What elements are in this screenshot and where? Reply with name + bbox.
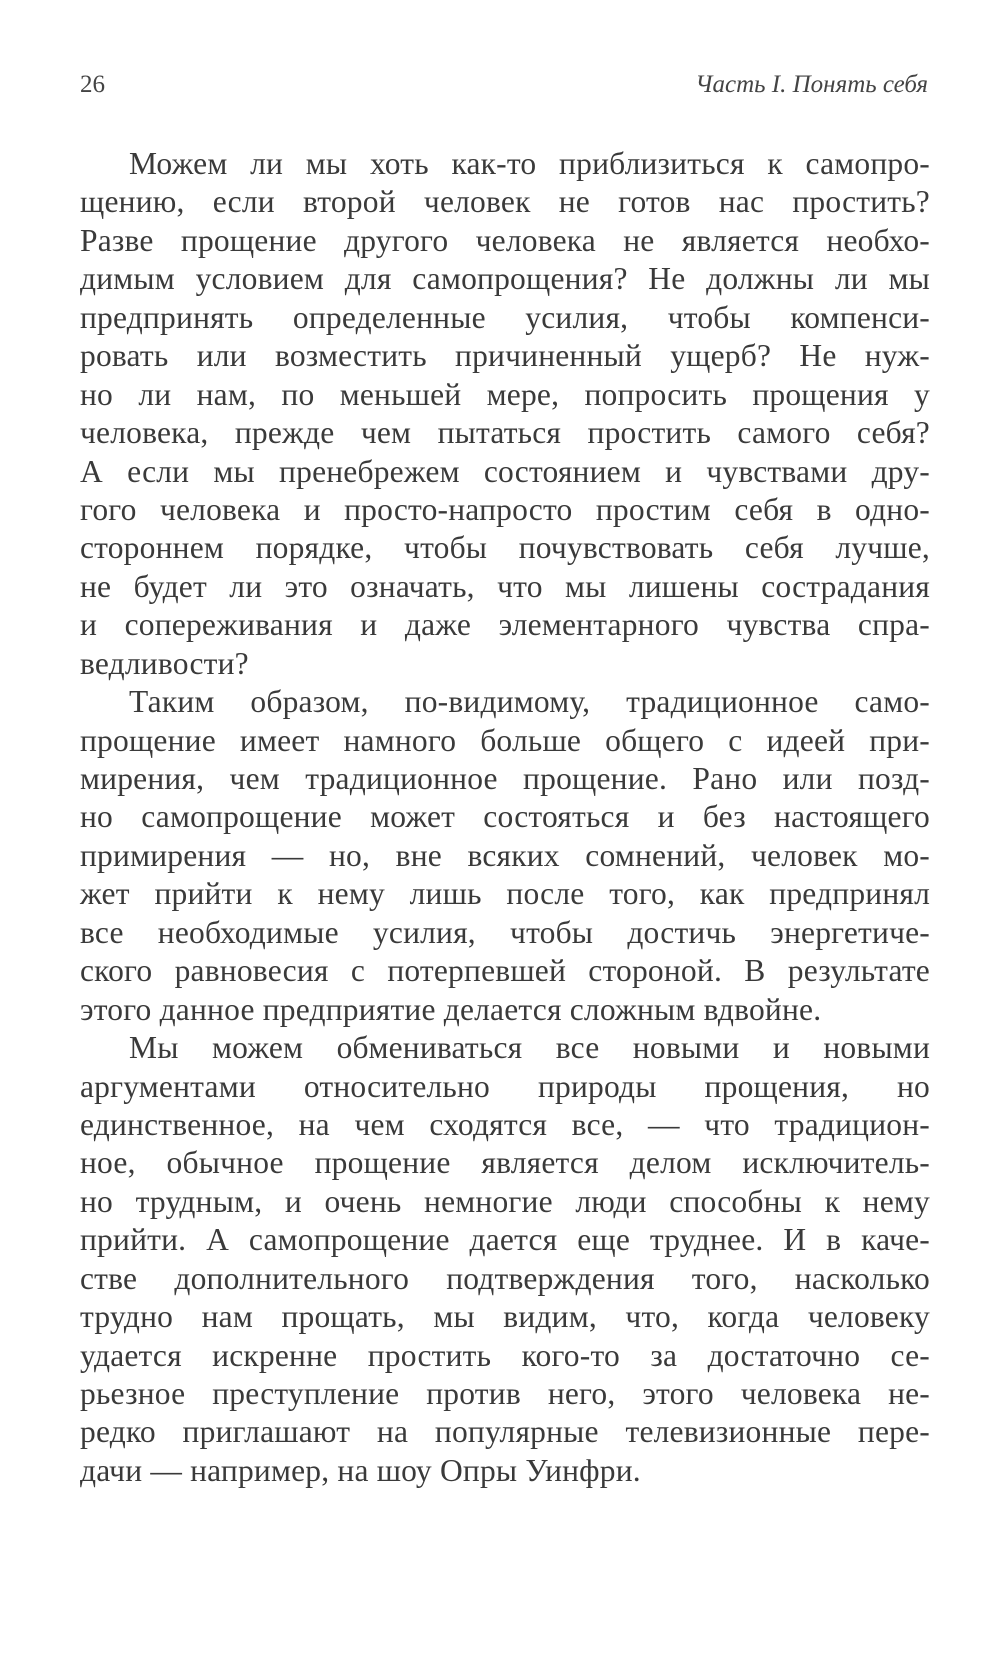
text-line: удается искренне простить кого-то за достаточно се- (80, 1337, 930, 1373)
text-line: щению, если второй человек не готов нас простить? (80, 184, 930, 220)
text-line: трудно нам прощать, мы видим, что, когда человеку (80, 1299, 930, 1335)
text-line: ведливости? (80, 645, 249, 681)
text-line: Разве прощение другого человека не является необхо- (80, 222, 930, 258)
text-line: но трудным, и очень немногие люди способны к нему (80, 1183, 930, 1219)
text-line: прощение имеет намного больше общего с идеей при- (80, 722, 930, 758)
text-line: А если мы пренебрежем состоянием и чувствами дру- (80, 453, 930, 489)
text-line: дачи — например, на шоу Опры Уинфри. (80, 1452, 641, 1488)
text-line: Мы можем обмениваться все новыми и новыми (129, 1030, 930, 1066)
text-line: прийти. А самопрощение дается еще труднее. И в каче- (80, 1222, 930, 1258)
text-line: единственное, на чем сходятся все, — что традицион- (80, 1106, 930, 1142)
text-line: димым условием для самопрощения? Не должны ли мы (80, 261, 930, 297)
body-text (80, 145, 930, 1490)
text-line: но самопрощение может состояться и без настоящего (80, 799, 930, 835)
text-line: стороннем порядке, чтобы почувствовать себя лучше, (80, 530, 930, 566)
text-line: и сопереживания и даже элементарного чувства спра- (80, 607, 930, 643)
text-line: ровать или возместить причиненный ущерб? Не нуж- (80, 338, 930, 374)
paragraph-3 (80, 1029, 930, 1490)
text-line: рьезное преступление против него, этого человека не- (80, 1376, 930, 1411)
text-line: жет прийти к нему лишь после того, как предпринял (80, 876, 930, 912)
text-line: примирения — но, вне всяких сомнений, человек мо- (80, 837, 930, 873)
text-line: предпринять определенные усилия, чтобы компенси- (80, 299, 930, 335)
text-line: стве дополнительного подтверждения того, насколько (80, 1260, 930, 1296)
paragraph-2 (80, 683, 930, 1029)
text-line: человека, прежде чем пытаться простить самого себя? (80, 415, 930, 451)
text-line: аргументами относительно природы прощения, но (80, 1068, 930, 1104)
text-line: гого человека и просто-напросто простим себя в одно- (80, 491, 930, 527)
text-line: но ли нам, по меньшей мере, попросить прощения у (80, 376, 930, 412)
running-head: Часть I. Понять себя (695, 71, 928, 98)
text-line: Таким образом, по-видимому, традиционное само- (129, 684, 930, 720)
text-line: этого данное предприятие делается сложным вдвойне. (80, 991, 822, 1027)
text-line: ное, обычное прощение является делом исключитель- (80, 1145, 930, 1181)
page-number: 26 (80, 71, 105, 98)
paragraph-1 (80, 145, 930, 683)
text-line: редко приглашают на популярные телевизионные пере- (80, 1414, 930, 1450)
text-line: мирения, чем традиционное прощение. Рано или позд- (80, 761, 930, 796)
text-line: ского равновесия с потерпевшей стороной. В результате (80, 953, 930, 989)
text-line: не будет ли это означать, что мы лишены сострадания (80, 568, 930, 604)
text-line: Можем ли мы хоть как-то приблизиться к самопро- (129, 146, 930, 181)
text-line: все необходимые усилия, чтобы достичь энергетиче- (80, 914, 930, 950)
